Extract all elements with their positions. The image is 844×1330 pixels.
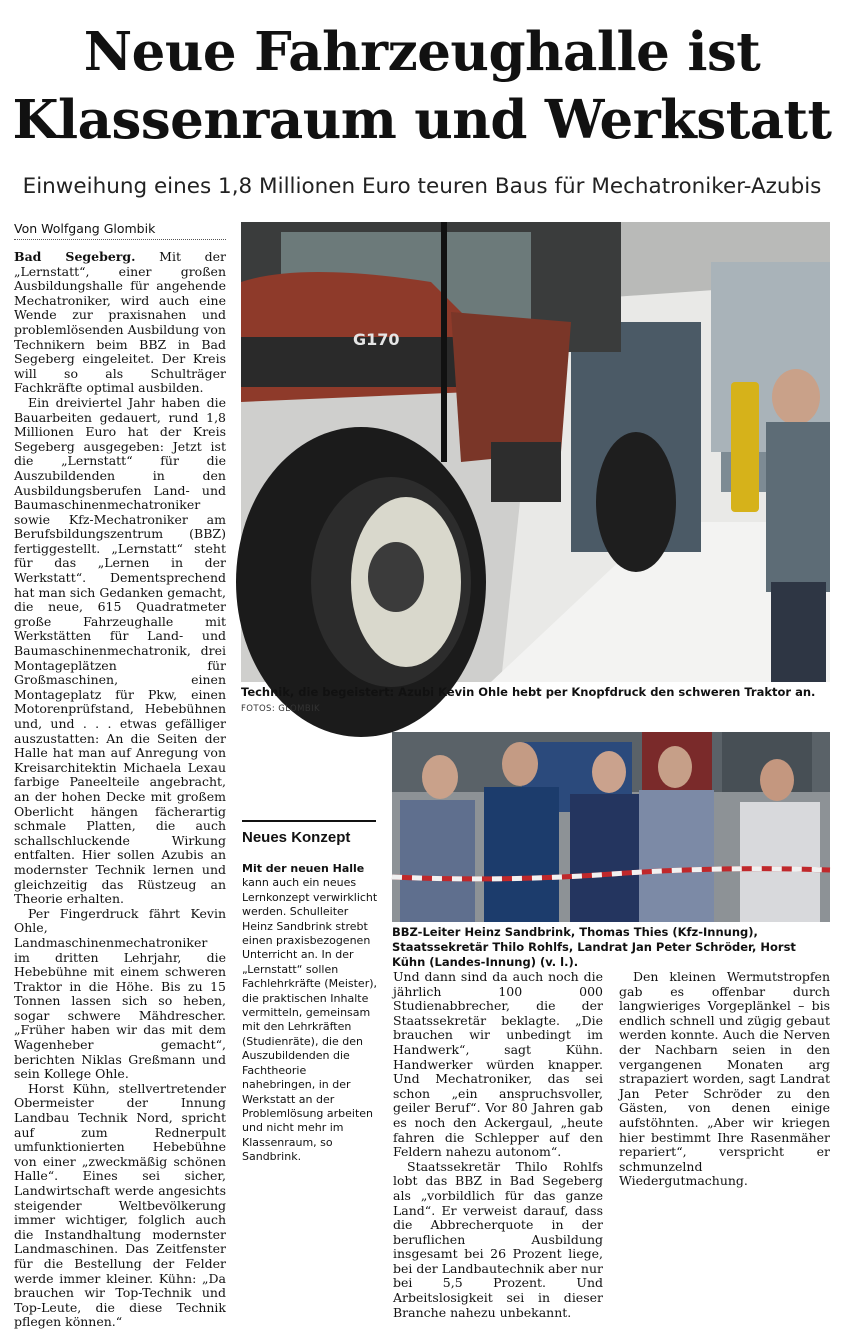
article-paragraph-6: Staatssekretär Thilo Rohlfs lobt das BBZ in Bad Segeberg als „vorbildlich für das ganze Land“. Er verweist darauf, dass die Abbrecherquote in der beruflichen Ausbildung insgesamt bei 26 Prozent liege, bei der Landbautechnik aber nur bei 5,5 Prozent. Und Arbeitslosigkeit sei in dieser Branche nahezu unbekannt. [393, 1158, 603, 1320]
photo-credit: FOTOS: GLOMBIK [241, 704, 320, 714]
box-divider [242, 820, 376, 822]
article-paragraph-2: Ein dreiviertel Jahr haben die Bauarbeiten gedauert, rund 1,8 Millionen Euro hat der Kreis Segeberg ausgegeben: Jetzt ist die „Lernstatt“ für die Auszubildenden in den Ausbildungsberufen Land- und Baumaschinenmechatroniker sowie Kfz-Mechatroniker am Berufsbildungszentrum (BBZ) fertiggestellt. „Lernstatt“ steht für das „Lernen in der Werkstatt“. Dementsprechend hat man sich Gedanken gemacht, die neue, 615 Quadratmeter große Fahrzeughalle mit Werkstätten für Land- und Baumaschinenmechatronik, drei Montageplätzen für Großmaschinen, einen Montageplatz für Pkw, einen Motorenprüfstand, Hebebühnen und, und . . . etwas gefälliger auszustatten: An die Seiten der Halle hat man auf Anregung von Kreisarchitektin Michaela Lexau farbige Paneelteile angebracht, an der hohen Decke mit großem Oberlicht hängen fächerartig schmale Platten, die auch schallschluckende Wirkung entfalten. Hier sollen Azubis an modernster Technik lernen und gleichzeitig das Rüstzeug an Theorie erhalten. [14, 394, 226, 907]
article-paragraph-7: Den kleinen Wermutstropfen gab es offenbar durch langwieriges Vorgeplänkel – bis endlich schnell und zügig gebaut werden konnte. Auch die Nerven der Nachbarn seien in den vergangenen Monaten arg strapaziert worden, sagt Landrat Jan Peter Schröder zu den Gästen, von denen einige aufstöhnten. „Aber wir kriegen hier bestimmt Ihre Rasenmäher repariert“, verspricht er schmunzelnd Wiedergutmachung. [619, 969, 830, 1189]
article-column-3 [393, 969, 603, 1320]
article-column-4 [619, 970, 830, 1230]
article-paragraph-4: Horst Kühn, stellvertretender Obermeister der Innung Landbau Technik Nord, spricht auf zum Rednerpult umfunktionierten Hebebühne von einer „zweckmäßig schönen Halle“. Eines sei sicher, Landwirtschaft werde angesichts steigender Weltbevölkerung immer wichtiger, folglich auch die Instandhaltung modernster Landmaschinen. Das Zeitfenster für die Bestellung der Felder werde immer kleiner. Kühn: „Da brauchen wir Top-Technik und Top-Leute, die diese Technik pflegen können.“ [14, 1080, 226, 1330]
article-paragraph-1: Bad Segeberg. Mit der „Lernstatt“, einer großen Ausbildungshalle für angehende Mechatroniker, wird auch eine Wende zur praxisnahen und problemlösenden Ausbildung von Technikern beim BBZ in Bad Segeberg eingeleitet. Der Kreis will so als Schulträger Fachkräfte optimal ausbilden. [14, 249, 226, 396]
headline-line-1: Neue Fahrzeughalle ist [83, 21, 761, 83]
ribbon-cutting-photo [392, 732, 830, 922]
article-paragraph-5: Und dann sind da auch noch die jährlich 100 000 Studienabbrecher, die der Staatssekretär beklagte. „Die brauchen wir unbedingt im Handwerk“, sagt Kühn. Handwerker würden knapper. Und Mechatroniker, das sei schon „ein anspruchsvoller, geiler Beruf“. Vor 80 Jahren gab es noch den Ackergaul, „heute fahren die Schlepper auf den Feldern nahezu autonom“. [393, 969, 603, 1160]
dateline: Bad Segeberg. [14, 249, 136, 264]
byline: Von Wolfgang Glombik [14, 221, 226, 240]
article-paragraph-3: Per Fingerdruck fährt Kevin Ohle, Landmaschinenmechatroniker im dritten Lehrjahr, die Hebebühne mit einem schweren Traktor in die Höhe. Bis zu 15 Tonnen lassen sich so heben, sogar schwere Mähdrescher. „Früher haben wir das mit dem Wagenheber gemacht“, berichten Niklas Greßmann und sein Kollege Ohle. [14, 905, 226, 1082]
box-lead: Mit der neuen Halle [242, 862, 365, 875]
headline [0, 18, 844, 154]
headline-line-2: Klassenraum und Werkstatt [12, 89, 832, 151]
subheadline: Einweihung eines 1,8 Millionen Euro teuren Baus für Mechatroniker-Azubis [22, 174, 822, 199]
ribbon-photo-caption: BBZ-Leiter Heinz Sandbrink, Thomas Thies (Kfz-Innung), Staatssekretär Thilo Rohlfs, Landrat Jan Peter Schröder, Horst Kühn (Landes-Innung) (v. l.). [392, 925, 796, 969]
box-title: Neues Konzept [242, 829, 351, 846]
tractor-photo-caption: Technik, die begeistert: Azubi Kevin Ohle hebt per Knopfdruck den schweren Traktor an. FOTOS: GLOMBIK [241, 685, 816, 714]
tractor-model-label: G170 [353, 330, 400, 349]
article-column-1 [14, 249, 226, 1330]
box-text: Mit der neuen Halle kann auch ein neues Lernkonzept verwirklicht werden. Schulleiter Heinz Sandbrink strebt einen praxisbezogenen Unterricht an. In der „Lernstatt“ sollen Fachlehrkräfte (Meister), die praktischen Inhalte vermitteln, gemeinsam mit den Lehrkräften (Studienräte), die den Auszubildenden die Fachtheorie nahebringen, in der Werkstatt an der Problemlösung arbeiten und nicht mehr im Klassenraum, so Sandbrink. [242, 862, 378, 1164]
tractor-photo [241, 222, 830, 682]
